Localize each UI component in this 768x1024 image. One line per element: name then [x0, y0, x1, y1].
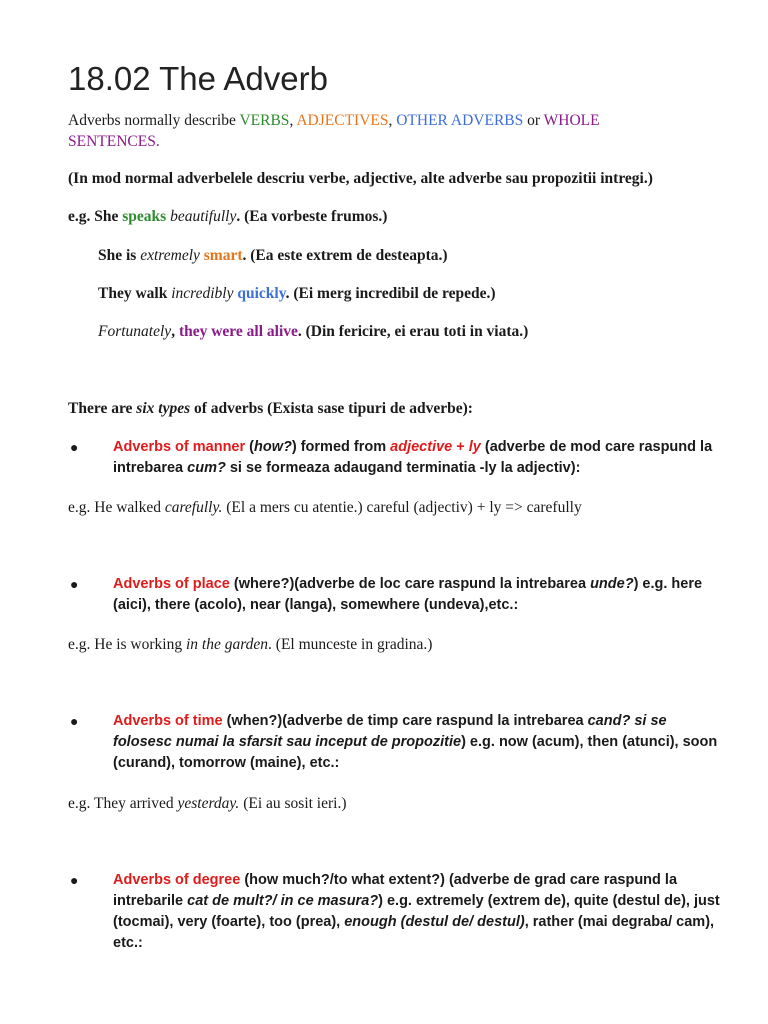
intro-or: or	[523, 112, 544, 129]
example-3-prefix: They walk	[98, 285, 172, 302]
example-4-rest: . (Din fericire, ei erau toti in viata.)	[297, 323, 529, 340]
place-example-rest: . (El munceste in gradina.)	[268, 636, 433, 653]
types-line	[68, 400, 473, 418]
degree-text-2: ) e.g. extremely (extrem de), quite (destul de), just (tocmai), very (foarte), too (prea),	[113, 893, 720, 930]
degree-label: Adverbs of degree	[113, 872, 241, 888]
example-2-rest: . (Ea este extrem de desteapta.)	[242, 247, 448, 264]
manner-adjective: adjective	[390, 439, 453, 455]
time-text-2: ) e.g. now (acum), then (atunci), soon (curand), tomorrow (maine), etc.:	[113, 734, 718, 771]
intro-comma-1: ,	[289, 112, 297, 129]
example-1-prefix: e.g. She	[68, 208, 123, 225]
degree-enough: enough (destul de/ destul)	[344, 914, 525, 930]
example-3-rest: . (Ei merg incredibil de repede.)	[285, 285, 496, 302]
time-example-adverb: yesterday.	[177, 795, 240, 812]
time-text-1: (when?)(adverbe de timp care raspund la intrebarea	[222, 713, 588, 729]
time-example-rest: (Ei au sosit ieri.)	[239, 795, 347, 812]
example-4-adverb: Fortunately	[98, 323, 172, 340]
bullet-time	[70, 711, 720, 774]
types-emphasis: six types	[136, 400, 191, 417]
intro-paragraph	[68, 110, 688, 152]
bullet-manner	[70, 437, 720, 479]
manner-text-3: (adverbe de mod care raspund la intrebarea	[113, 439, 713, 476]
bullet-manner-text	[90, 437, 720, 479]
place-text-1: (where?)(adverbe de loc care raspund la intrebarea	[229, 576, 591, 592]
manner-plus: +	[452, 439, 469, 455]
bullet-dot-icon: ●	[70, 576, 79, 592]
example-4-comma: ,	[171, 323, 179, 340]
whole-sentences-keyword: WHOLE SENTENCES.	[68, 112, 600, 150]
example-1-adverb: beautifully	[170, 208, 237, 225]
manner-example-pre: e.g. He walked	[68, 499, 165, 516]
example-4-sentence: they were all alive	[178, 323, 298, 340]
manner-example-rest: (El a mers cu atentie.) careful (adjectiv) + ly => carefully	[222, 499, 582, 516]
bullet-dot-icon: ●	[70, 872, 79, 888]
bullet-degree	[70, 870, 720, 954]
manner-example	[68, 499, 582, 517]
other-adverbs-keyword: OTHER ADVERBS	[396, 112, 524, 129]
time-example	[68, 795, 347, 813]
intro-comma-2: ,	[388, 112, 397, 129]
degree-cat: cat de mult?/ in ce masura?	[187, 893, 379, 909]
manner-example-adverb: carefully.	[164, 499, 223, 516]
bullet-place	[70, 574, 720, 616]
example-2-prefix: She is	[98, 247, 141, 264]
place-unde: unde?	[590, 576, 634, 592]
example-1-verb: speaks	[122, 208, 167, 225]
bullet-time-text	[90, 711, 720, 774]
manner-text-4: si se formeaza adaugand terminatia -ly la adjectiv):	[225, 460, 581, 476]
time-example-pre: e.g. They arrived	[68, 795, 178, 812]
example-2-adjective: smart	[203, 247, 243, 264]
example-2-adverb: extremely	[140, 247, 200, 264]
adjectives-keyword: ADJECTIVES	[296, 112, 389, 129]
example-3	[98, 285, 496, 303]
place-text-2: ) e.g. here (aici), there (acolo), near (langa), somewhere (undeva),etc.:	[113, 576, 703, 613]
translation-intro: (In mod normal adverbelele descriu verbe, adjective, alte adverbe sau propozitii intregi.)	[68, 170, 653, 187]
example-1-rest: . (Ea vorbeste frumos.)	[236, 208, 388, 225]
verbs-keyword: VERBS	[239, 112, 290, 129]
page-title: 18.02 The Adverb	[68, 60, 328, 97]
manner-label: Adverbs of manner	[113, 439, 246, 455]
place-example-pre: e.g. He is working	[68, 636, 186, 653]
manner-ly: ly	[468, 439, 481, 455]
time-label: Adverbs of time	[113, 713, 223, 729]
degree-text-3: , rather (mai degraba/ cam), etc.:	[113, 914, 715, 951]
example-2	[98, 247, 448, 265]
intro-text: Adverbs normally describe	[68, 112, 240, 129]
bullet-dot-icon: ●	[70, 713, 79, 729]
bullet-dot-icon: ●	[70, 439, 79, 455]
degree-text-1: (how much?/to what extent?) (adverbe de grad care raspund la intrebarile	[113, 872, 678, 909]
place-example-adverb: in the garden	[185, 636, 269, 653]
place-label: Adverbs of place	[113, 576, 230, 592]
example-1	[68, 208, 387, 226]
types-pre: There are	[68, 400, 137, 417]
manner-text-2: ) formed from	[291, 439, 391, 455]
types-rest: of adverbs (Exista sase tipuri de adverbe):	[190, 400, 473, 417]
bullet-place-text	[90, 574, 720, 616]
place-example	[68, 636, 432, 654]
manner-cum: cum?	[187, 460, 226, 476]
example-3-adverb: incredibly	[171, 285, 234, 302]
manner-text-1: (	[245, 439, 255, 455]
manner-question: how?	[254, 439, 292, 455]
example-3-adverb2: quickly	[237, 285, 286, 302]
time-cand: cand? si se folosesc numai la sfarsit sau inceput de propozitie	[113, 713, 667, 750]
example-4	[98, 323, 528, 341]
bullet-degree-text	[90, 870, 720, 954]
